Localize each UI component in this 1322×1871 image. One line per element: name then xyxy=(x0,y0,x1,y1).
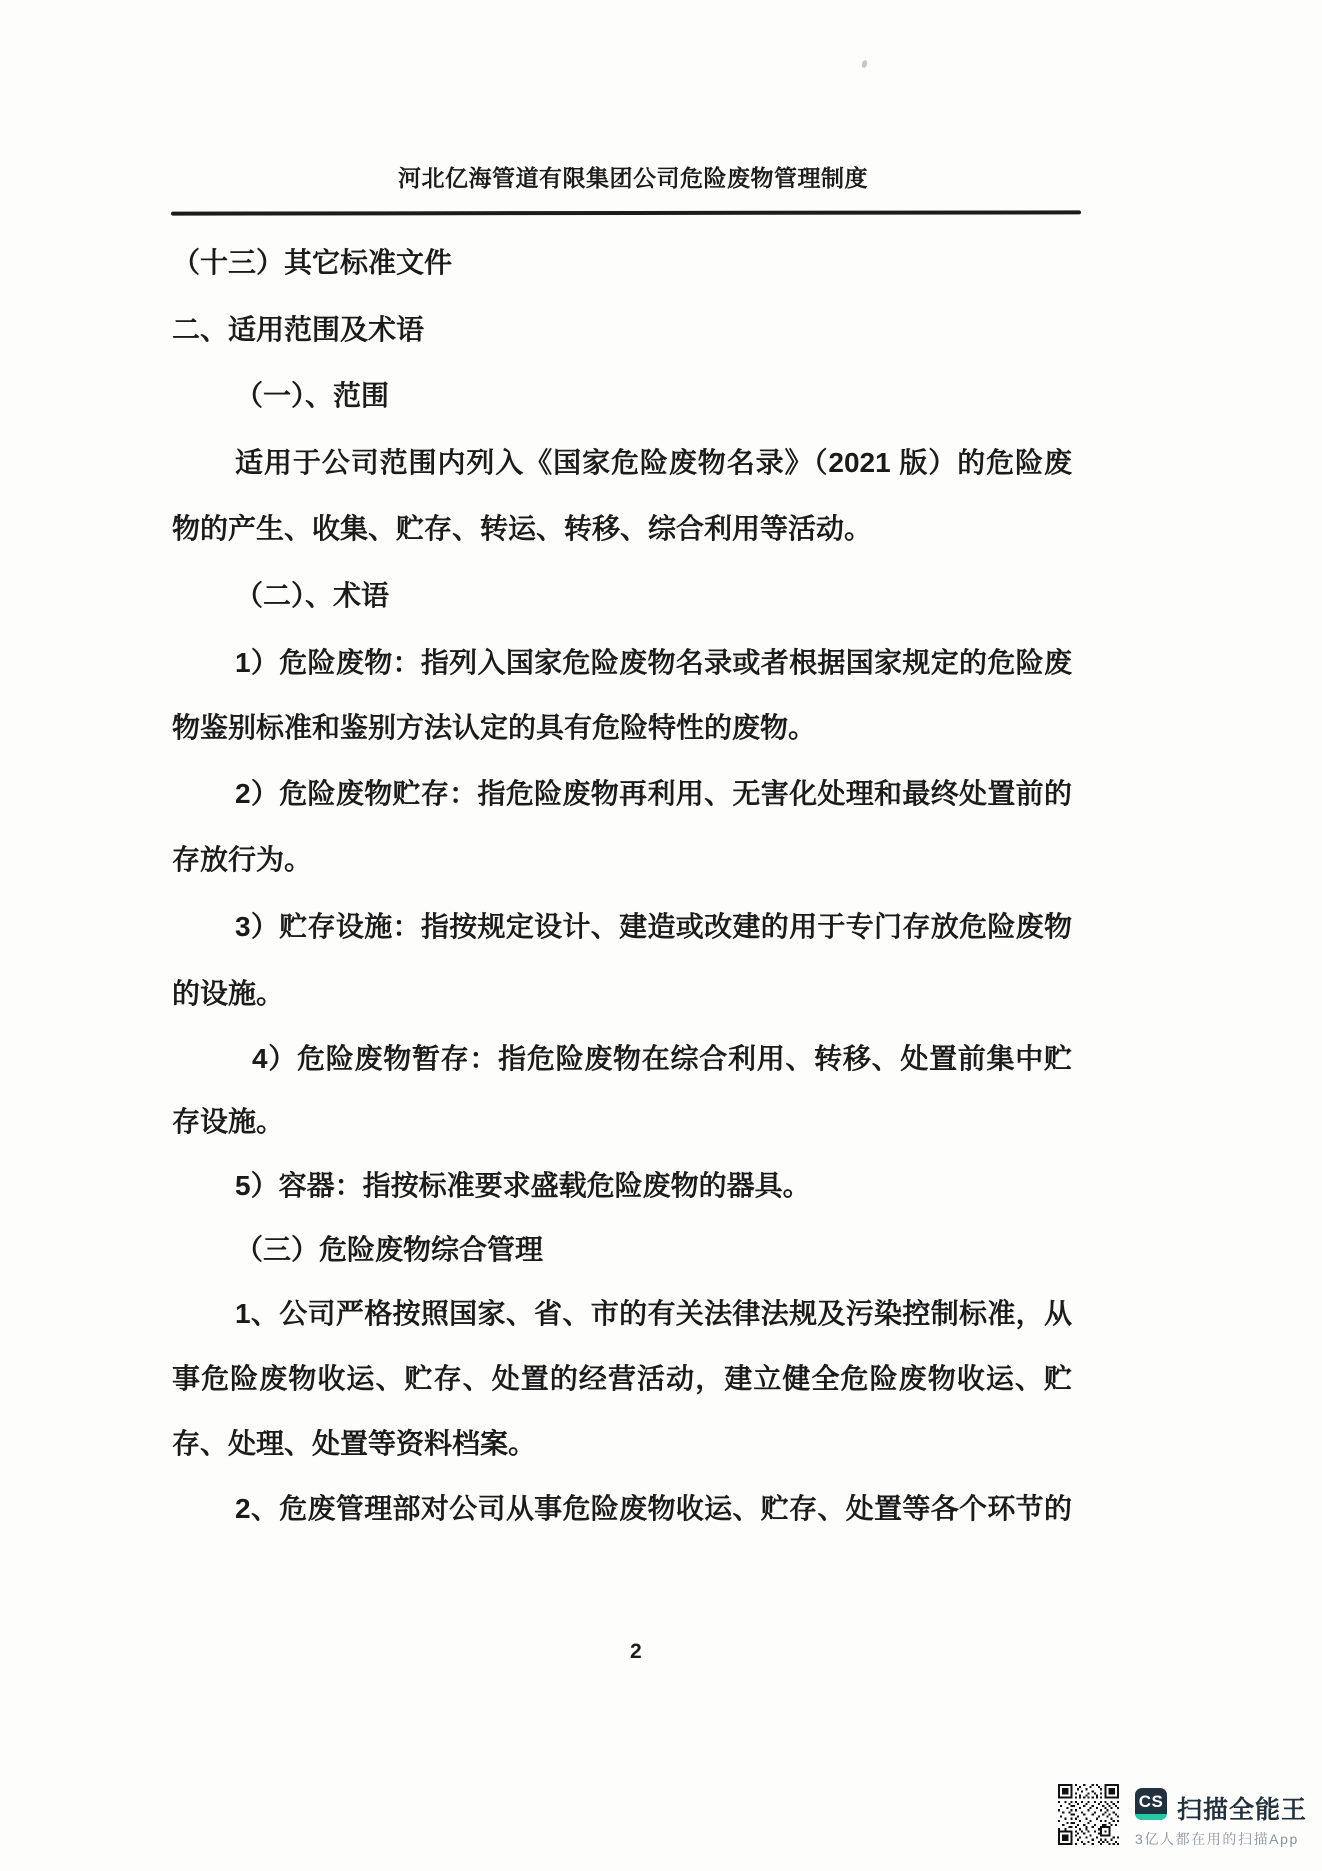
document-header-title: 河北亿海管道有限集团公司危险废物管理制度 xyxy=(398,165,868,191)
text-line-4: 适用于公司范围内列入《国家危险废物名录》（2021 版）的危险废 xyxy=(235,447,1072,478)
text-line-7: 1）危险废物：指列入国家危险废物名录或者根据国家规定的危险废 xyxy=(235,647,1072,678)
text-line-15: 5）容器：指按标准要求盛载危险废物的器具。 xyxy=(235,1170,811,1201)
text-line-2: 二、适用范围及术语 xyxy=(172,314,425,345)
text-line-13: 4）危险废物暂存：指危险废物在综合利用、转移、处置前集中贮 xyxy=(252,1043,1072,1074)
text-line-10: 存放行为。 xyxy=(172,844,313,875)
text-line-19: 存、处理、处置等资料档案。 xyxy=(172,1428,537,1459)
scan-noise-mark xyxy=(861,60,868,69)
text-line-16: （三）危险废物综合管理 xyxy=(235,1234,544,1265)
text-line-12: 的设施。 xyxy=(172,978,285,1009)
text-line-9: 2）危险废物贮存：指危险废物再利用、无害化处理和最终处置前的 xyxy=(235,778,1072,809)
text-line-11: 3）贮存设施：指按规定设计、建造或改建的用于专门存放危险废物 xyxy=(235,911,1072,942)
text-line-3: （一）、范围 xyxy=(235,380,390,411)
camscanner-watermark xyxy=(1050,1780,1322,1860)
camscanner-logo-text: CS xyxy=(1138,1792,1164,1811)
text-line-1: （十三）其它标准文件 xyxy=(172,247,453,278)
qr-code-icon xyxy=(1058,1784,1119,1845)
text-line-8: 物鉴别标准和鉴别方法认定的具有危险特性的废物。 xyxy=(172,712,817,743)
camscanner-logo-strip xyxy=(1135,1814,1167,1820)
text-line-5: 物的产生、收集、贮存、转运、转移、综合利用等活动。 xyxy=(172,513,873,544)
text-line-14: 存设施。 xyxy=(172,1106,285,1137)
page-number: 2 xyxy=(630,1640,642,1663)
text-line-17: 1、公司严格按照国家、省、市的有关法律法规及污染控制标准，从 xyxy=(235,1298,1072,1329)
camscanner-tagline: 3亿人都在用的扫描App xyxy=(1135,1831,1299,1847)
text-line-6: （二）、术语 xyxy=(235,580,390,611)
camscanner-app-name: 扫描全能王 xyxy=(1177,1796,1308,1824)
header-rule xyxy=(171,210,1081,215)
text-line-20: 2、危废管理部对公司从事危险废物收运、贮存、处置等各个环节的 xyxy=(235,1493,1072,1524)
text-line-18: 事危险废物收运、贮存、处置的经营活动，建立健全危险废物收运、贮 xyxy=(172,1363,1072,1394)
camscanner-logo xyxy=(1135,1788,1167,1820)
